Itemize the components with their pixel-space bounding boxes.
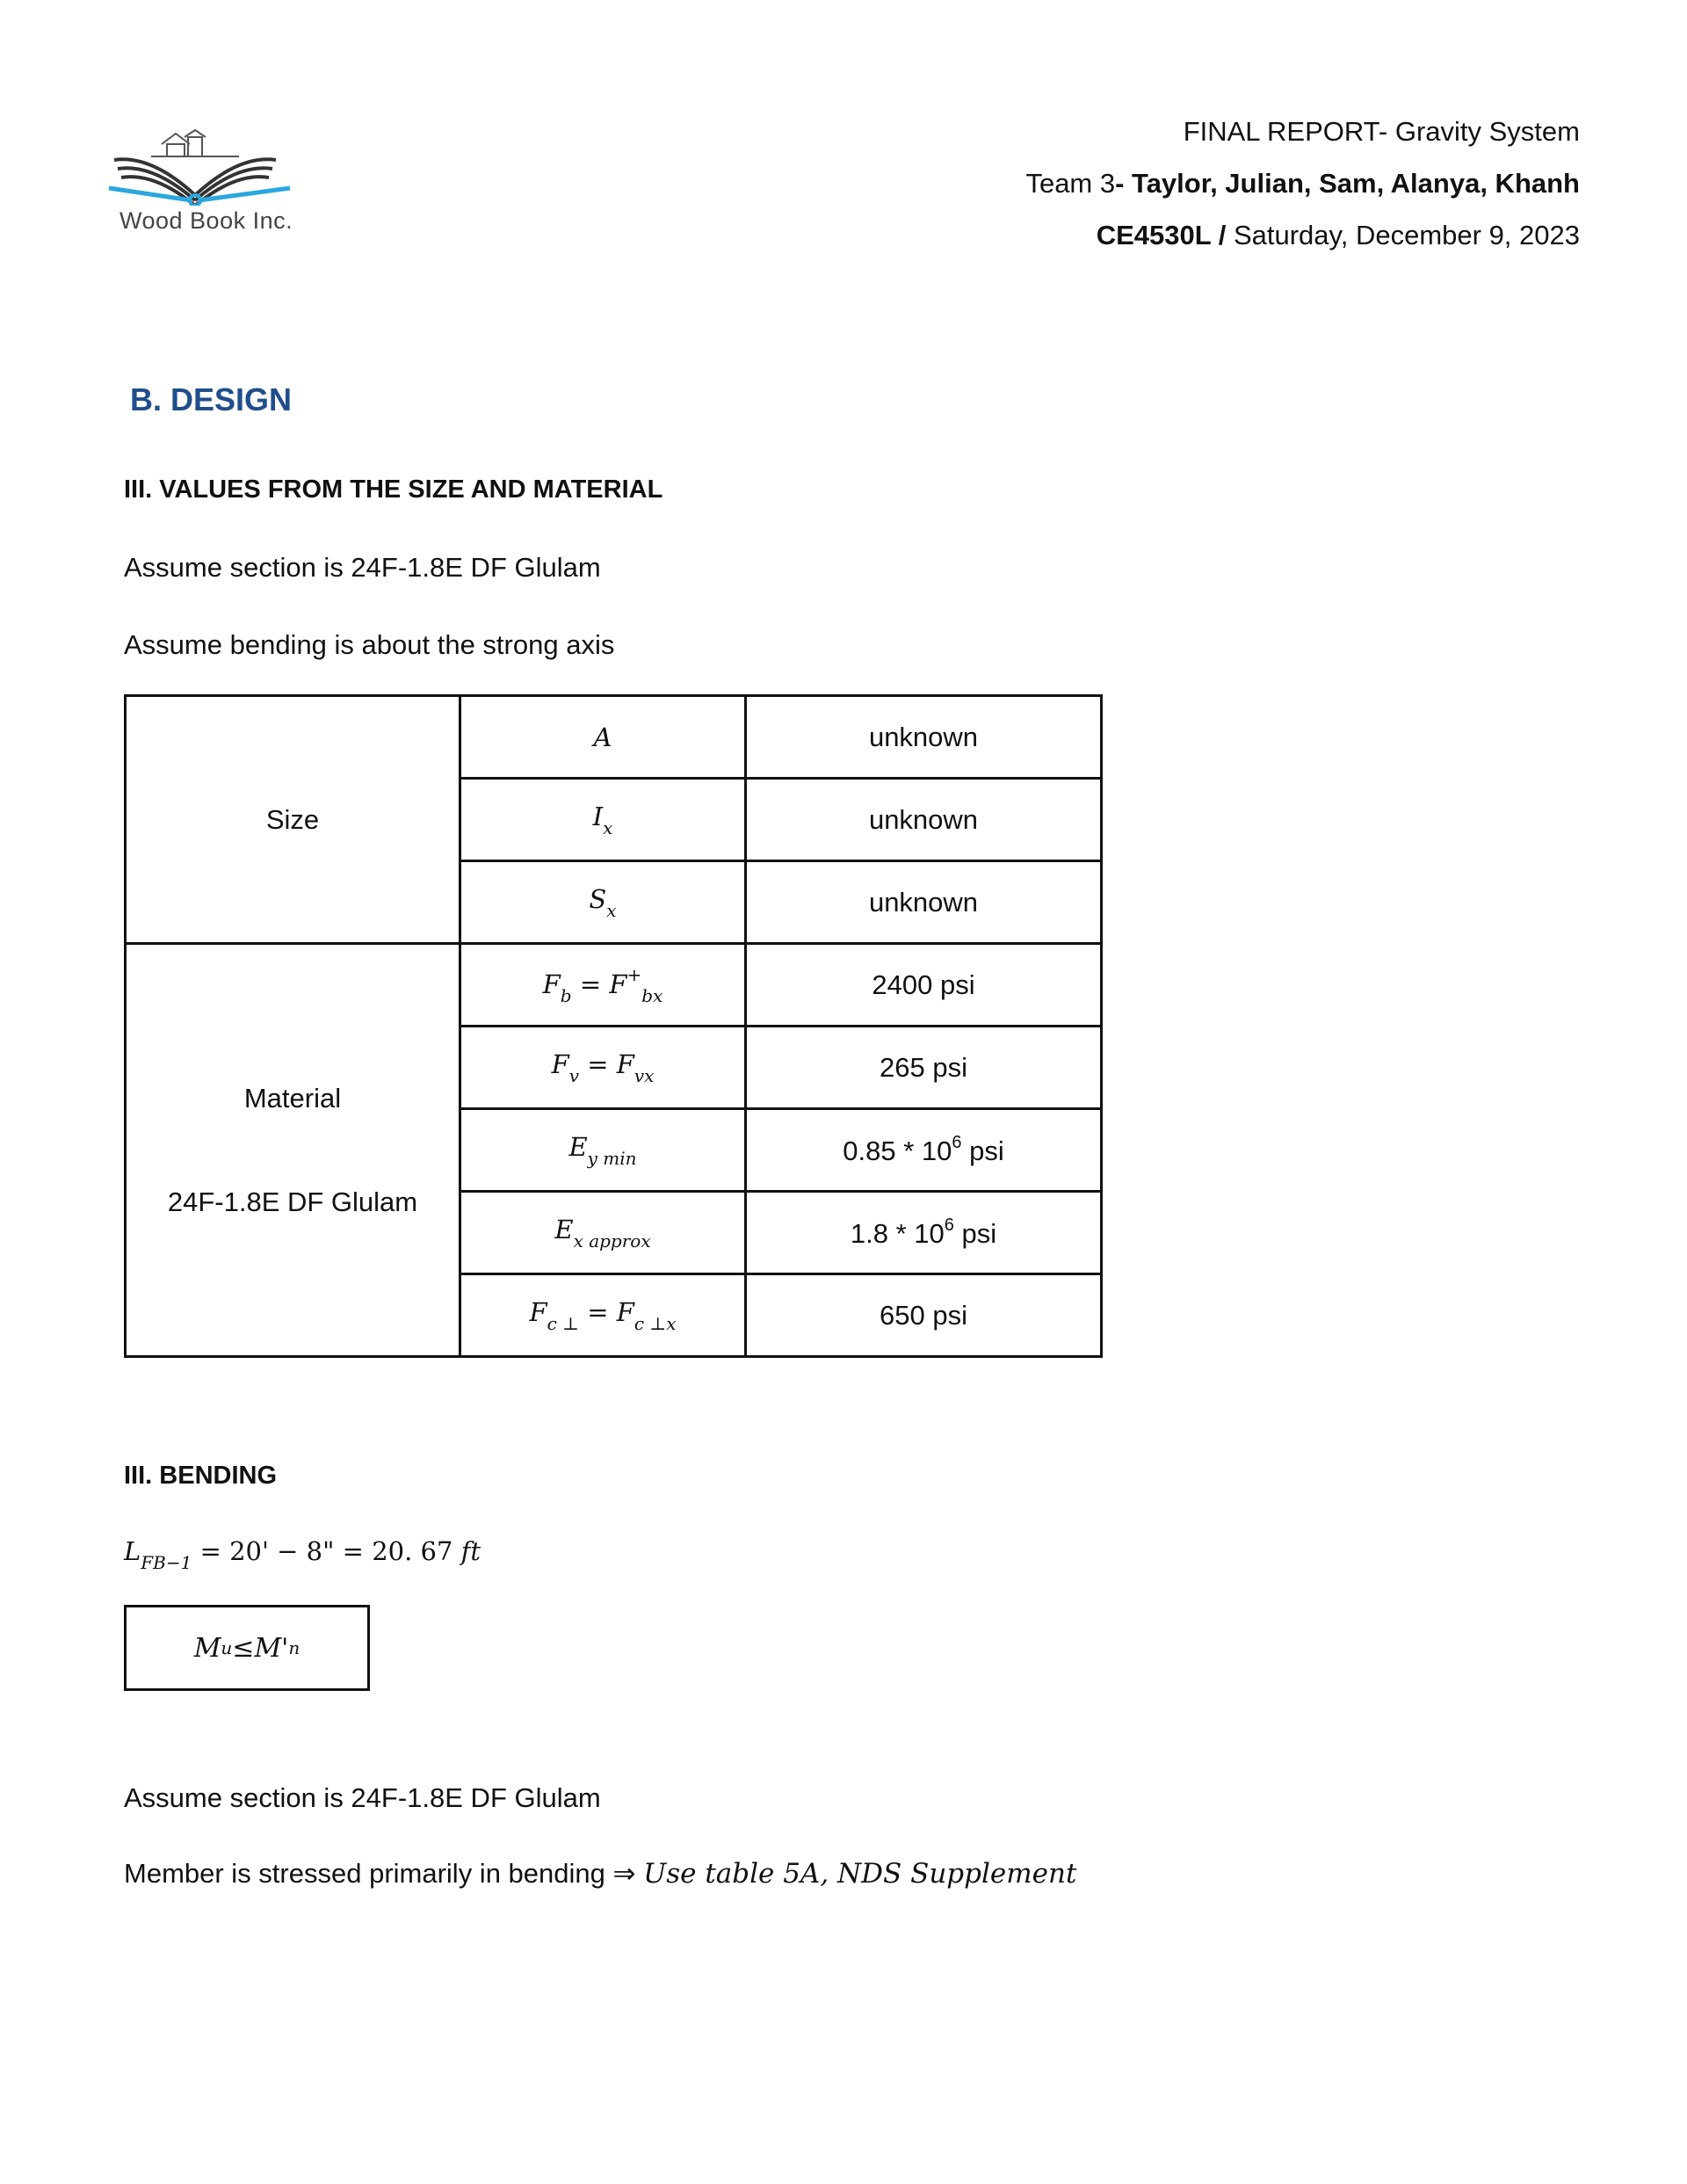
table-row xyxy=(126,944,1102,1027)
assume-bending-text: Assume bending is about the strong axis xyxy=(124,629,615,660)
values-heading: III. VALUES FROM THE SIZE AND MATERIAL xyxy=(124,475,663,504)
material-label-cell xyxy=(126,944,460,1357)
symbol-ix: $I_x$ xyxy=(460,779,746,861)
assume-section-text-2: Assume section is 24F-1.8E DF Glulam xyxy=(124,1782,601,1813)
properties-table xyxy=(124,694,1103,1358)
symbol-exapprox: $E_{x approx}$ xyxy=(460,1192,746,1274)
report-title: FINAL REPORT- Gravity System xyxy=(1183,116,1580,147)
size-label-cell: Size xyxy=(126,696,460,944)
member-stress-text: Member is stressed primarily in bending ⇒ Use table 5A, NDS Supplement xyxy=(124,1858,1077,1890)
value-area: unknown xyxy=(746,696,1102,779)
value-exapprox: $1.8 * 10^6$ psi xyxy=(746,1192,1102,1274)
moment-check-box: M u ≤ M' n xyxy=(124,1605,370,1691)
symbol-sx: $S_x$ xyxy=(460,861,746,944)
value-eymin: $0.85 * 10^6$ psi xyxy=(746,1109,1102,1192)
symbol-area: A xyxy=(460,696,746,779)
value-fv: 265 psi xyxy=(746,1027,1102,1109)
material-name: 24F-1.8E DF Glulam xyxy=(167,1186,418,1217)
company-name: Wood Book Inc. xyxy=(119,207,293,234)
table-row xyxy=(126,696,1102,779)
section-title: B. DESIGN xyxy=(130,381,293,417)
bending-heading: III. BENDING xyxy=(124,1462,278,1490)
nds-reference: Use table 5A, NDS Supplement xyxy=(643,1858,1077,1890)
material-label: Material xyxy=(243,1082,342,1114)
symbol-eymin: $E_{y min}$ xyxy=(460,1109,746,1192)
value-fcperp: 650 psi xyxy=(746,1274,1102,1357)
open-book-house-icon xyxy=(107,109,292,206)
value-sx: unknown xyxy=(746,861,1102,944)
length-equation: $L_{FB-1} = 20' - 8$" = 20. 67 ft xyxy=(124,1536,481,1573)
value-fb: 2400 psi xyxy=(746,944,1102,1027)
team-line: Team 3- Taylor, Julian, Sam, Alanya, Khanh xyxy=(1025,168,1580,199)
company-logo xyxy=(107,109,292,241)
assume-section-text: Assume section is 24F-1.8E DF Glulam xyxy=(124,552,601,583)
course-date-line: CE4530L / Saturday, December 9, 2023 xyxy=(1096,220,1580,250)
symbol-fb: $F_b = F^+_{bx}$ xyxy=(460,944,746,1027)
symbol-fcperp: $F_{c \perp} = F_{c \perp x}$ xyxy=(460,1274,746,1357)
value-ix: unknown xyxy=(746,779,1102,861)
symbol-fv: $F_v = F_{vx}$ xyxy=(460,1027,746,1109)
report-header xyxy=(1025,105,1580,261)
